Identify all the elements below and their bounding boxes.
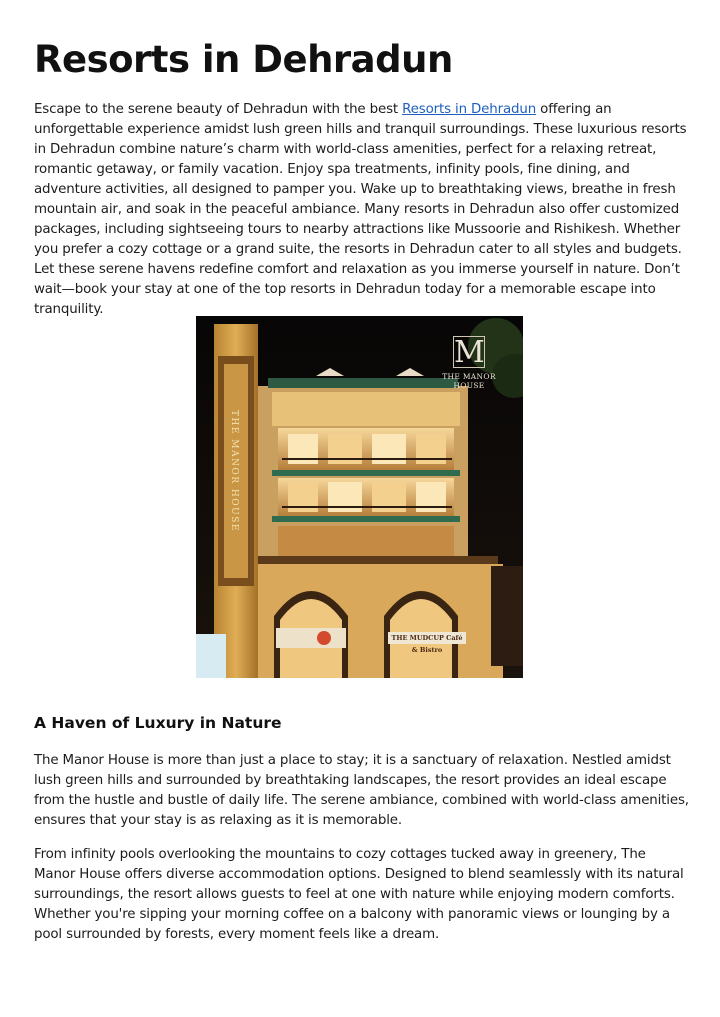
section-paragraph-1: The Manor House is more than just a place to stay; it is a sanctuary of relaxation. Nestled amidst lush green hills and surrounded by breathtaking landscapes, the resort provides an ideal escape from the hustle and bustle of daily life. The serene ambiance, combined with world-class amenities, ensures that your stay is as relaxing as it is memorable. — [34, 753, 689, 828]
section-paragraph-2: From infinity pools overlooking the mountains to cozy cottages tucked away in greenery, The Manor House offers diverse accommodation options. Designed to blend seamlessly with its natural surroundings, the resort allows guests to feel at one with nature while enjoying modern comforts. Whether you're sipping your morning coffee on a balcony with panoramic views or lounging by a pool surrounded by forests, every moment feels like a dream. — [34, 847, 684, 942]
intro-text-rest: offering an unforgettable experience amidst lush green hills and tranquil surroundings. These luxurious resorts in Dehradun combine nature’s charm with world-class amenities, perfect for a relaxing retreat, romantic getaway, or family vacation. Enjoy spa treatments, infinity pools, fine dining, and adventure activities, all designed to pamper you. Wake up to breathtaking views, breathe in fresh mountain air, and soak in the peaceful ambiance. Many resorts in Dehradun also offer customized packages, including sightseeing tours to nearby attractions like Mussoorie and Rishikesh. Whether you prefer a cozy cottage or a grand suite, the resorts in Dehradun cater to all styles and budgets. Let these serene havens redefine comfort and relaxation as you immerse yourself in nature. Don’t wait—book your stay at one of the top resorts in Dehradun today for a memorable escape into tranquility. — [34, 102, 687, 317]
logo-name: THE MANOR HOUSE — [442, 372, 496, 390]
resorts-in-dehradun-link[interactable]: Resorts in Dehradun — [402, 102, 537, 117]
intro-text-start: Escape to the serene beauty of Dehradun with the best — [34, 102, 403, 117]
tower-sign: THE MANOR HOUSE — [229, 410, 239, 532]
manor-house-monogram-icon: M — [454, 335, 485, 370]
section-heading: A Haven of Luxury in Nature — [34, 714, 282, 732]
intro-paragraph — [34, 100, 690, 320]
page-title: Resorts in Dehradun — [34, 38, 453, 81]
hotel-photo — [196, 316, 523, 678]
shop-sign: THE MUDCUP Café & Bistro — [388, 632, 466, 644]
manor-house-logo — [429, 336, 509, 390]
